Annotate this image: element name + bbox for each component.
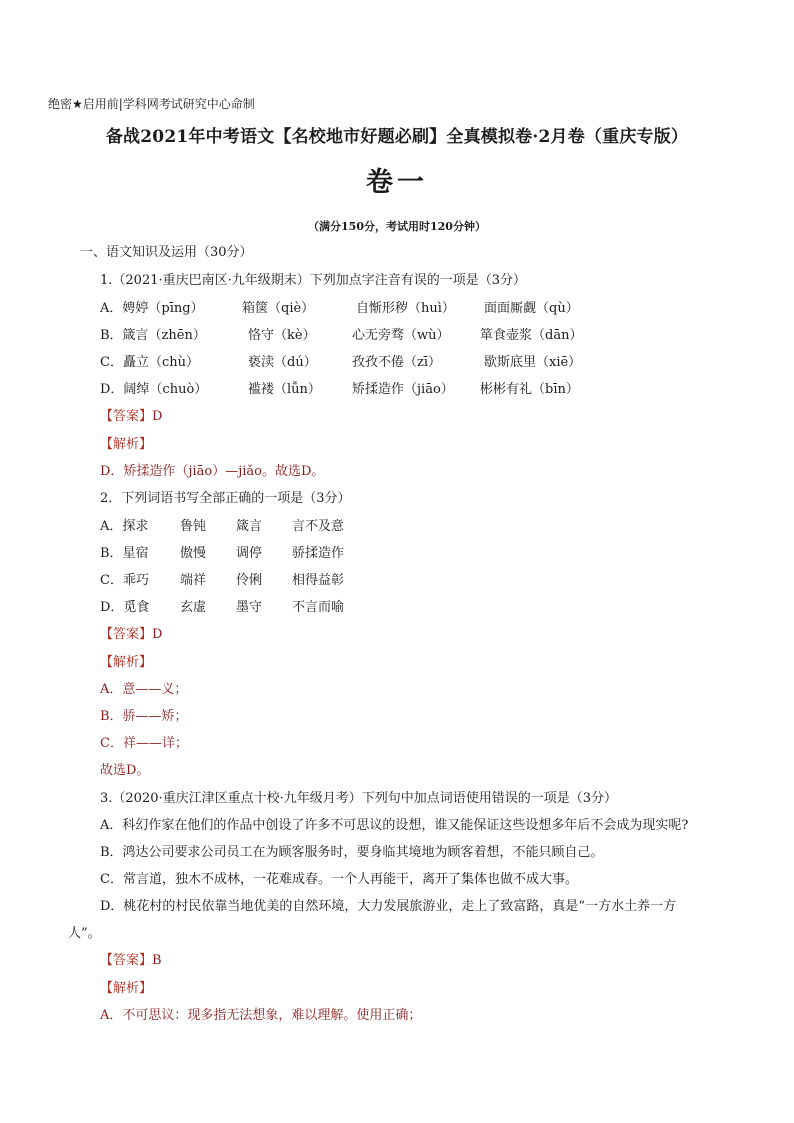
answer-value: D [152, 409, 163, 424]
q2-option-b-4: 骄揉造作 [292, 546, 345, 561]
q2-analysis-line: A．意——义； [100, 682, 188, 697]
q2-analysis-line: B．骄——矫； [100, 709, 188, 724]
q1-option-d-2: 褴褛（lǚn） [248, 382, 321, 397]
exam-subtitle: 卷一 [366, 167, 428, 198]
q1-option-c-1: C．矗立（chù） [100, 355, 199, 370]
q2-option-d-4: 不言而喻 [292, 600, 345, 615]
q2-option-b-2: 傲慢 [180, 546, 207, 561]
answer-value: D [152, 627, 163, 642]
q3-option-a: A．科幻作家在他们的作品中创设了许多不可思议的设想，谁又能保证这些设想多年后不会成为现实呢? [100, 818, 689, 833]
q1-option-c-2: 亵渎（dú） [248, 355, 317, 370]
q2-answer [100, 626, 162, 644]
q2-stem: 2．下列词语书写全部正确的一项是（3分） [100, 491, 351, 506]
confidential-note: 绝密★启用前|学科网考试研究中心命制 [48, 97, 255, 111]
section-heading: 一、语文知识及运用（30分） [80, 245, 253, 260]
q1-option-b-4: 箪食壶浆（dān） [480, 328, 583, 343]
q3-option-b: B．鸿达公司要求公司员工在为顾客服务时，要身临其境地为顾客着想，不能只顾自己。 [100, 845, 604, 860]
answer-label: 【答案】 [100, 409, 153, 424]
q3-analysis-label: 【解析】 [100, 981, 153, 996]
q2-option-d-2: 玄虚 [180, 600, 207, 615]
q1-option-d-1: D．阔绰（chuò） [100, 382, 208, 397]
q2-analysis-label: 【解析】 [100, 655, 153, 670]
q2-option-a-2: 鲁钝 [180, 519, 207, 534]
q2-option-c-4: 相得益彰 [292, 573, 345, 588]
q1-option-b-2: 恪守（kè） [248, 328, 316, 343]
q3-option-c: C．常言道，独木不成林，一花难成春。一个人再能干，离开了集体也做不成大事。 [100, 872, 578, 887]
q1-option-b-3: 心无旁骛（wù） [352, 328, 450, 343]
q1-option-c-3: 孜孜不倦（zī） [352, 355, 442, 370]
q2-option-b-1: B．星宿 [100, 546, 149, 561]
q2-option-d-1: D．觅食 [100, 600, 150, 615]
q2-option-a-4: 言不及意 [292, 519, 345, 534]
q2-option-c-3: 伶俐 [236, 573, 263, 588]
q1-option-b-1: B．箴言（zhēn） [100, 328, 206, 343]
q3-option-d: D．桃花村的村民依靠当地优美的自然环境，大力发展旅游业，走上了致富路，真是“一方水土养一方 [100, 899, 677, 914]
answer-label: 【答案】 [100, 627, 153, 642]
q1-option-a-3: 自惭形秽（huì） [356, 301, 455, 316]
q3-stem: 3.（2020·重庆江津区重点十校·九年级月考）下列句中加点词语使用错误的一项是（3分） [100, 791, 618, 806]
q3-answer [100, 952, 162, 970]
q1-option-a-1: A．娉婷（pīng） [100, 301, 204, 316]
q1-option-d-4: 彬彬有礼（bīn） [480, 382, 579, 397]
q2-analysis-line: C．祥——详； [100, 736, 188, 751]
q1-analysis-line: D．矫揉造作（jiāo）—jiǎo。故选D。 [100, 464, 325, 479]
answer-value: B [152, 953, 162, 968]
score-note: （满分150分，考试用时120分钟） [308, 220, 486, 233]
q3-option-d-wrap: 人”。 [68, 926, 101, 941]
answer-label: 【答案】 [100, 953, 153, 968]
q2-option-a-1: A．探求 [100, 519, 149, 534]
exam-title: 备战2021年中考语文【名校地市好题必刷】全真模拟卷·2月卷（重庆专版） [105, 127, 689, 147]
q2-conclusion: 故选D。 [100, 763, 150, 778]
q1-option-d-3: 矫揉造作（jiāo） [352, 382, 454, 397]
q1-option-a-4: 面面厮觑（qù） [484, 301, 579, 316]
q1-option-a-2: 箱箧（qiè） [242, 301, 315, 316]
q2-option-c-1: C．乖巧 [100, 573, 149, 588]
q1-analysis-label: 【解析】 [100, 437, 153, 452]
q2-option-b-3: 调停 [236, 546, 263, 561]
q1-answer [100, 408, 162, 426]
q2-option-a-3: 箴言 [236, 519, 263, 534]
q1-stem: 1.（2021·重庆巴南区·九年级期末）下列加点字注音有误的一项是（3分） [100, 273, 527, 288]
q2-option-d-3: 墨守 [236, 600, 263, 615]
q2-option-c-2: 端祥 [180, 573, 207, 588]
q3-analysis-line: A．不可思议：现多指无法想象，难以理解。使用正确； [100, 1008, 422, 1023]
q1-option-c-4: 歇斯底里（xiē） [484, 355, 582, 370]
